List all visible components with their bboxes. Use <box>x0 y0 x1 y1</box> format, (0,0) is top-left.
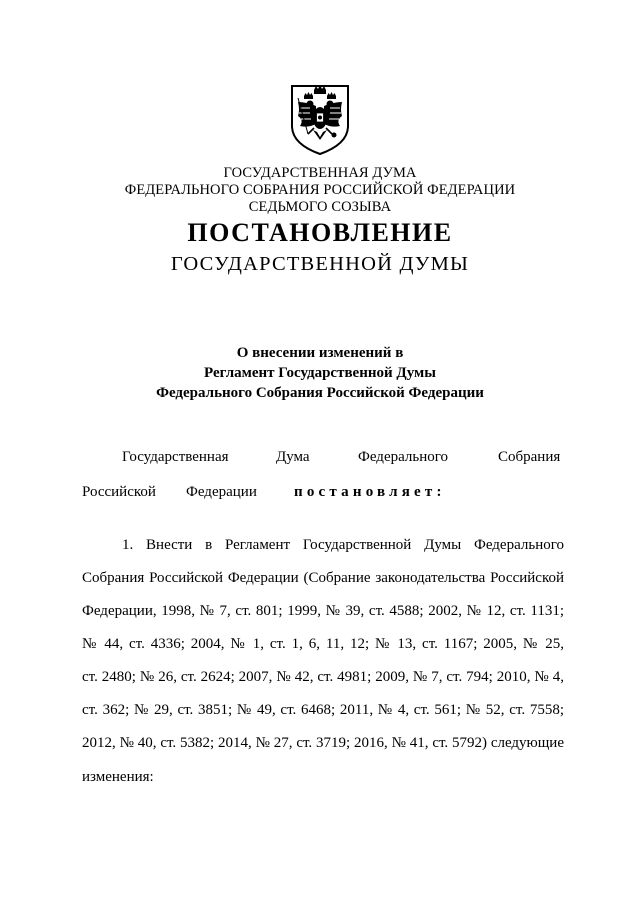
document-subject <box>0 343 640 403</box>
subject-line-2: Регламент Государственной Думы <box>204 365 436 381</box>
document-type-title: ПОСТАНОВЛЕНИЕ <box>187 218 453 247</box>
body-line-8: изменения: <box>82 769 154 785</box>
russian-coat-of-arms-icon <box>286 80 354 156</box>
preamble-word-5: Российской <box>82 484 156 500</box>
subject-line-1: О внесении изменений в <box>236 345 404 361</box>
preamble-word-1: Государственная <box>122 449 229 465</box>
preamble-word-4: Собрания <box>498 449 561 465</box>
document-issuer-subtitle: ГОСУДАРСТВЕННОЙ ДУМЫ <box>170 253 470 275</box>
decree-verb: постановляет: <box>294 484 446 500</box>
preamble-word-2: Дума <box>276 449 310 465</box>
body-line-7: 2012, № 40, ст. 5382; 2014, № 27, ст. 3719; 2016, № 41, ст. 5792) следующие <box>82 735 564 751</box>
preamble-word-6: Федерации <box>186 484 257 500</box>
body-line-6: ст. 362; № 29, ст. 3851; № 49, ст. 6468; 2011, № 4, ст. 561; № 52, ст. 7558; <box>82 702 564 718</box>
body-line-2: Собрания Российской Федерации (Собрание законодательства Российской <box>82 570 564 586</box>
chamber-name: ГОСУДАРСТВЕННАЯ ДУМА <box>223 165 417 181</box>
preamble-word-3: Федерального <box>358 449 449 465</box>
body-line-3: Федерации, 1998, № 7, ст. 801; 1999, № 39, ст. 4588; 2002, № 12, ст. 1131; <box>82 603 564 619</box>
subject-line-3: Федерального Собрания Российской Федерации <box>156 385 484 401</box>
body-line-1: 1. Внести в Регламент Государственной Думы Федерального <box>122 537 564 553</box>
parliament-name: ФЕДЕРАЛЬНОГО СОБРАНИЯ РОССИЙСКОЙ ФЕДЕРАЦИИ <box>124 182 516 198</box>
body-line-4: № 44, ст. 4336; 2004, № 1, ст. 1, 6, 11, 12; № 13, ст. 1167; 2005, № 25, <box>82 636 564 652</box>
convocation: СЕДЬМОГО СОЗЫВА <box>248 199 392 215</box>
body-line-5: ст. 2480; № 26, ст. 2624; 2007, № 42, ст. 4981; 2009, № 7, ст. 794; 2010, № 4, <box>82 669 564 685</box>
